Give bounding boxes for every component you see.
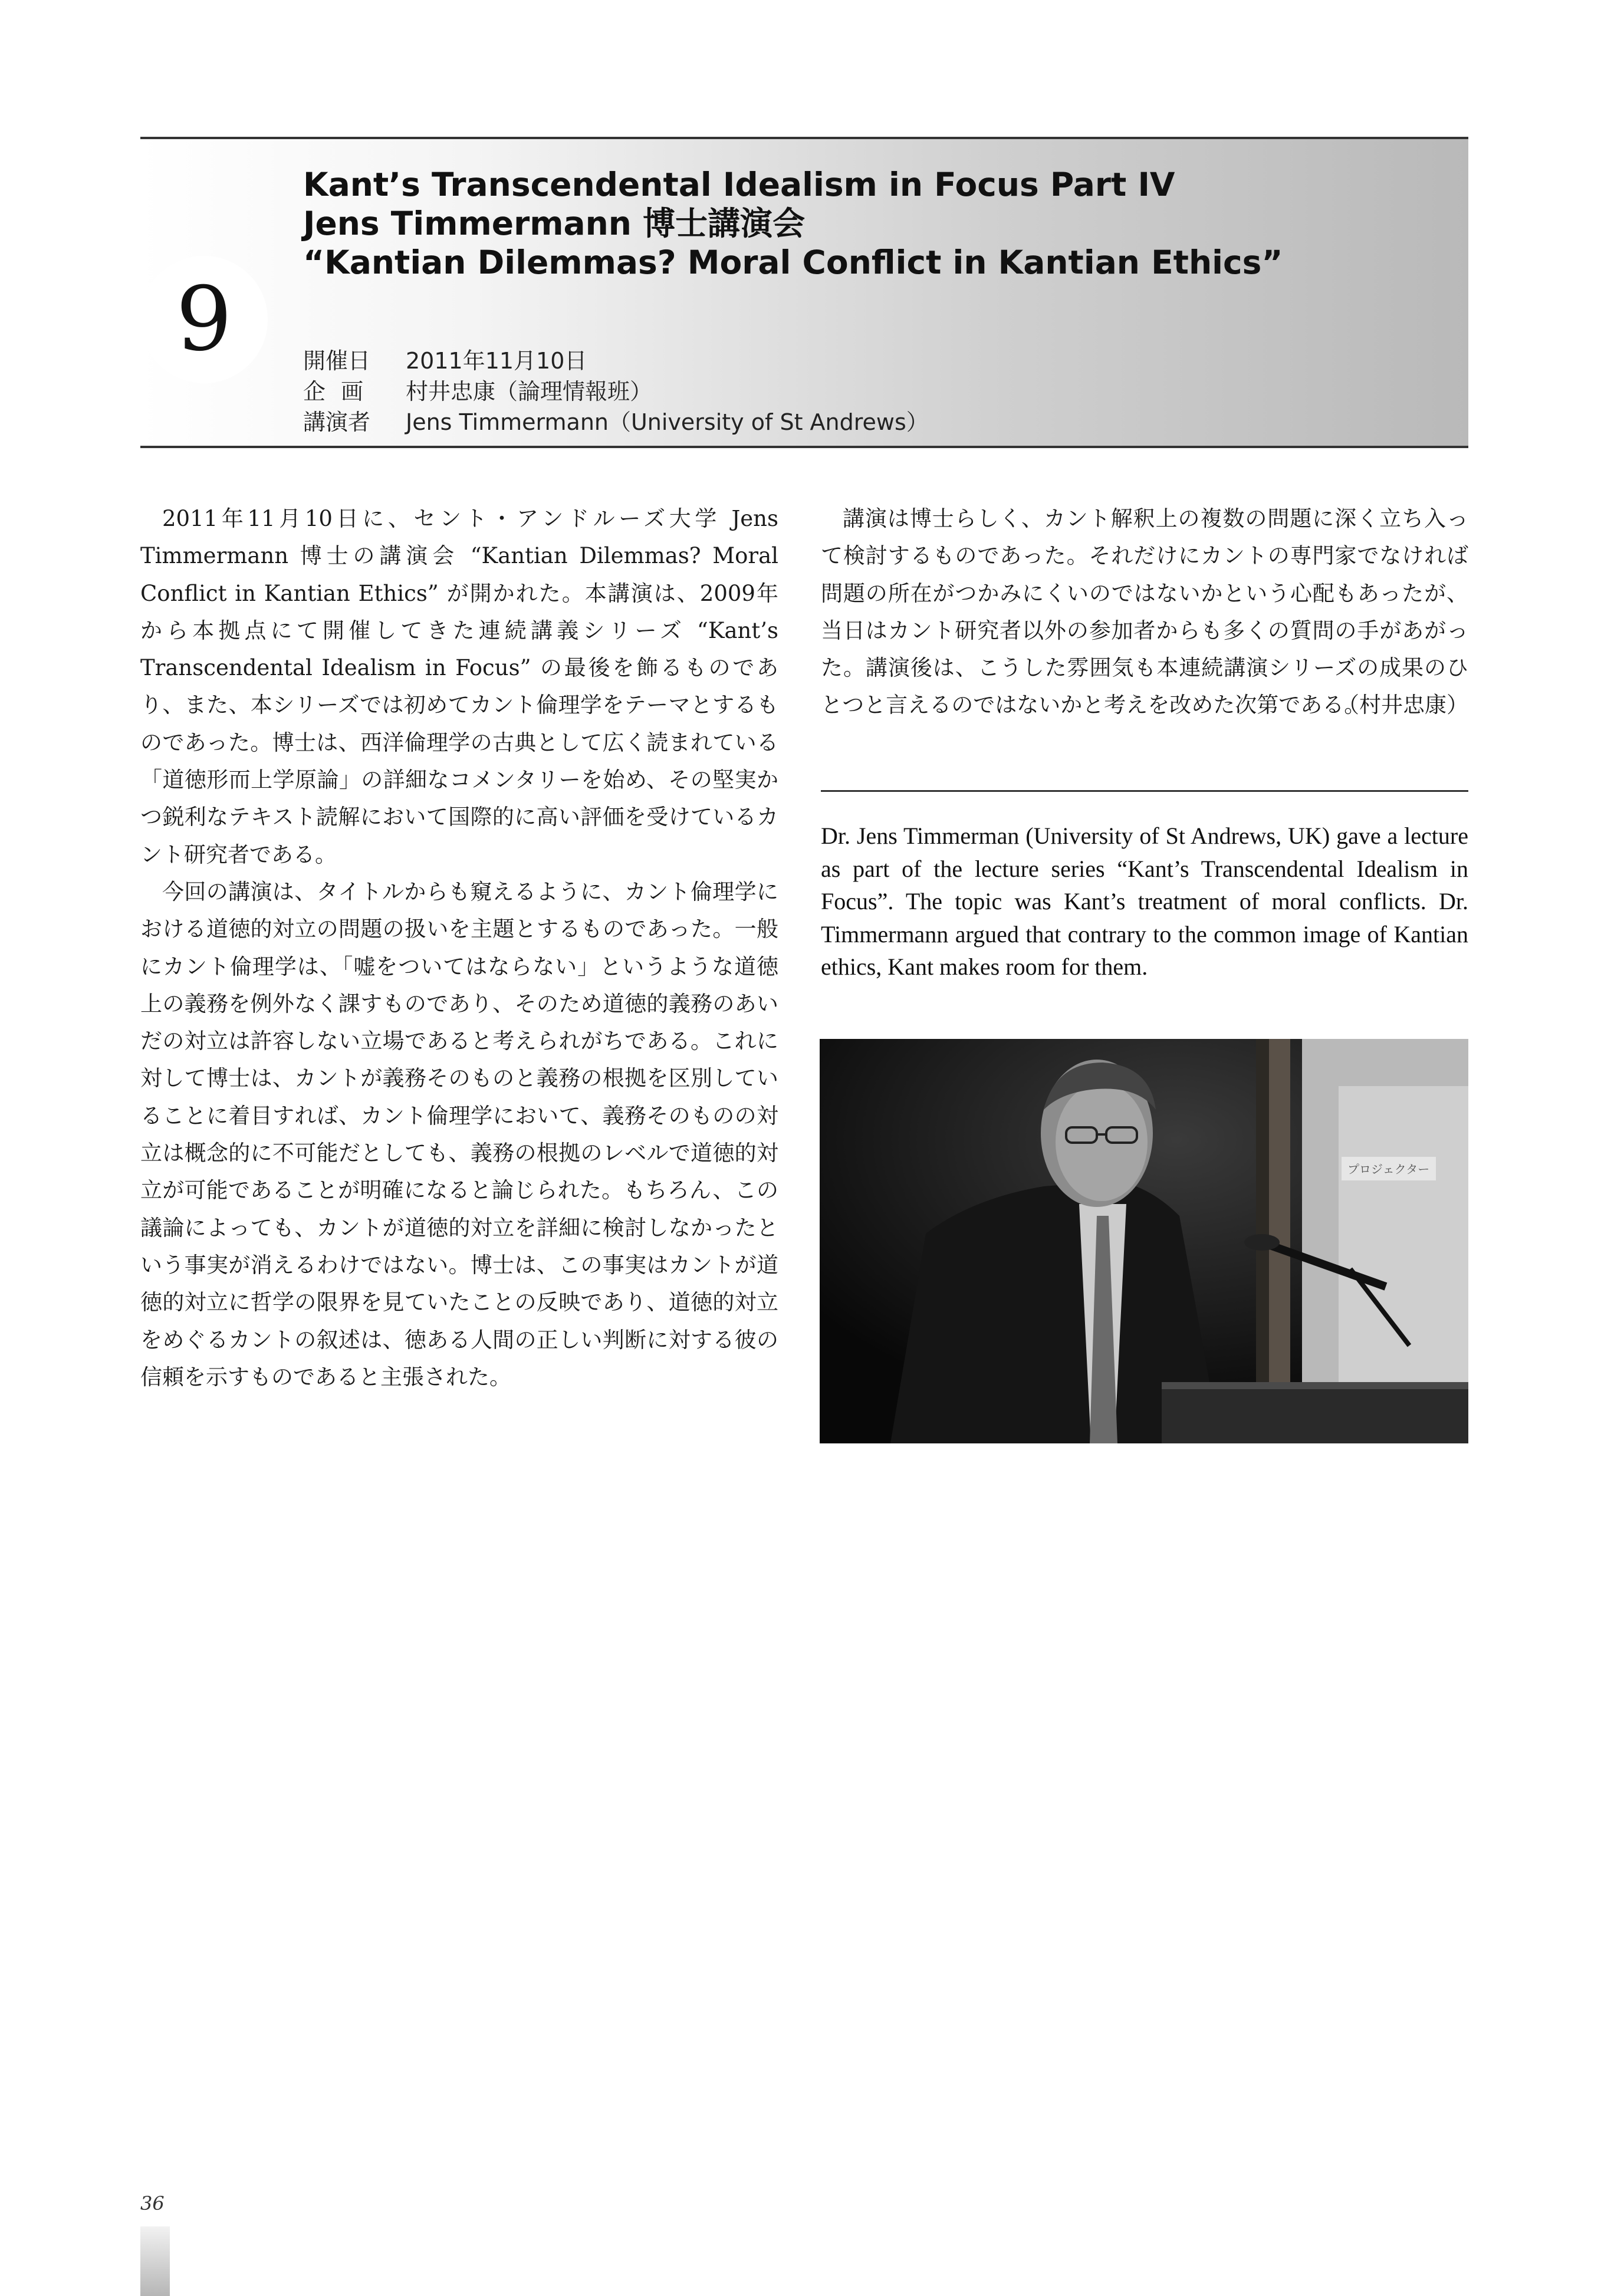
- paragraph-2: 今回の講演は、タイトルからも窺えるように、カント倫理学における道徳的対立の問題の扱いを主題とするものであった。一般にカント倫理学は、「嘘をついてはならない」というような道徳上の義務を例外なく課すものであり、そのため道徳的義務のあいだの対立は許容しない立場であると考えられがちである。これに対して博士は、カントが義務そのものと義務の根拠を区別していることに着目すれば、カント倫理学において、義務そのものの対立は概念的に不可能だとしても、義務の根拠のレベルで道徳的対立が可能であることが明確になると論じられた。もちろん、この議論によっても、カントが道徳的対立を詳細に検討しなかったという事実が消えるわけではない。博士は、この事実はカントが道徳的対立に哲学の限界を見ていたことの反映であり、道徳的対立をめぐるカントの叙述は、徳ある人間の正しい判断に対する彼の信頼を示すものであると主張された。: [140, 879, 778, 1390]
- article-header: [140, 137, 1468, 448]
- meta-organizer: [303, 376, 929, 407]
- page-number: 36: [140, 2192, 165, 2215]
- japanese-text-left-column: [140, 500, 778, 1396]
- meta-date-label: 開催日: [303, 348, 371, 374]
- meta-date: [303, 346, 929, 376]
- meta-speaker-label: 講演者: [303, 409, 371, 435]
- title-line-1: Kant’s Transcendental Idealism in Focus Part IV: [303, 166, 1175, 203]
- meta-speaker-value: Jens Timmermann（University of St Andrews）: [406, 409, 929, 435]
- meta-speaker: [303, 407, 929, 438]
- meta-organizer-label: 企画: [303, 379, 379, 404]
- title-line-2: Jens Timmermann 博士講演会: [303, 205, 806, 242]
- event-meta: [303, 346, 929, 438]
- lecture-photo: [820, 1039, 1468, 1443]
- paragraph-1: 2011年11月10日に、セント・アンドルーズ大学 Jens Timmermann 博士の講演会 “Kantian Dilemmas? Moral Conflict in Kantian Ethics” が開かれた。本講演は、2009年から本拠点にて開催してきた連続講義シリーズ “Kant’s Transcendental Idealism in Focus” の最後を飾るものであり、また、本シリーズでは初めてカント倫理学をテーマとするものであった。博士は、西洋倫理学の古典として広く読まれている「道徳形而上学原論」の詳細なコメンタリーを始め、その堅実かつ鋭利なテキスト読解において国際的に高い評価を受けているカント研究者である。: [140, 506, 778, 867]
- title-line-3: “Kantian Dilemmas? Moral Conflict in Kantian Ethics”: [303, 244, 1283, 281]
- article-number: 9: [140, 256, 268, 383]
- paragraph-3: 講演は博士らしく、カント解釈上の複数の問題に深く立ち入って検討するものであった。それだけにカントの専門家でなければ問題の所在がつかみにくいのではないかという心配もあったが、当日はカント研究者以外の参加者からも多くの質問の手があがった。講演後は、こうした雰囲気も本連続講演シリーズの成果のひとつと言えるのではないかと考えを改めた次第である。: [821, 506, 1468, 718]
- section-divider: [821, 790, 1468, 792]
- english-summary: [821, 820, 1468, 983]
- english-paragraph: Dr. Jens Timmerman (University of St Andrews, UK) gave a lecture as part of the lecture series “Kant’s Transcendental Idealism in Focus”. The topic was Kant’s treatment of moral conflicts. Dr. Timmermann argued that contrary to the common image of Kantian ethics, Kant makes room for them.: [821, 823, 1468, 980]
- author-signature: （村井忠康）: [1337, 692, 1468, 718]
- japanese-text-right-column: [821, 500, 1468, 724]
- article-title: [303, 165, 1453, 282]
- page-edge-tab: [140, 2226, 170, 2296]
- meta-organizer-value: 村井忠康（論理情報班）: [406, 379, 653, 404]
- lecture-photo-image: [820, 1039, 1468, 1443]
- projector-sign-text: プロジェクター: [1347, 1162, 1430, 1176]
- meta-date-value: 2011年11月10日: [406, 348, 587, 374]
